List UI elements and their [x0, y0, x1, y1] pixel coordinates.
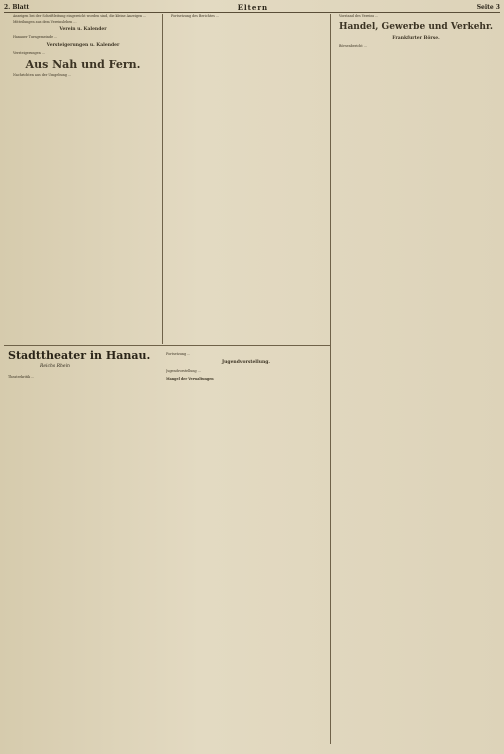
article-title-mangel: Mangel der Verwaltungen [166, 377, 214, 382]
article-column-1: Anzeigen bei der Schriftleitung eingereicht worden sind, die kleine Anzeigen ... Mitteilungen aus dem Vereinsleben ... Verein u. Kalender Hanauer Turngemeinde ... Versteigerungen u. Kalender Versteigerungen ... Aus Nah und Fern. Nachrichten aus der Umgebung ... [8, 14, 158, 342]
ad-heading-verkehr: Verein u. Kalender [59, 27, 107, 33]
section-subtitle-jugendvorstellung: Jugendvorstellung. [222, 360, 270, 366]
page-header [4, 2, 500, 13]
section-title-stadttheater: Stadttheater in Hanau. [8, 349, 151, 362]
ad-heading-anzeigen: Versteigerungen u. Kalender [46, 42, 120, 48]
header-left: 2. Blatt [4, 3, 30, 11]
section-title-aus-nah-fern: Aus Nah und Fern. [25, 58, 141, 72]
column-divider [162, 14, 163, 344]
article-stadttheater: Theaterkritik ... [8, 375, 35, 380]
header-right: Seite 3 [476, 3, 500, 11]
column-divider [330, 14, 331, 744]
header-center: Eltern [237, 2, 269, 12]
section-subtitle-boerse: Frankfurter Börse. [392, 35, 440, 41]
article-column-2: Fortsetzung des Berichtes ... [171, 14, 220, 18]
section-divider [4, 345, 330, 346]
article-bottom-middle: Fortsetzung ... Jugendvorstellung. Jugendvorstellung ... Mangel der Verwaltungen [166, 349, 326, 747]
section-subtitle-stadttheater: Reichs Rhein [40, 364, 70, 369]
section-title-handel: Handel, Gewerbe und Verkehr. [338, 21, 494, 32]
article-column-3: Vorstand des Vereins ... Handel, Gewerbe und Verkehr. Frankfurter Börse. Börsenbericht ... [334, 14, 498, 742]
